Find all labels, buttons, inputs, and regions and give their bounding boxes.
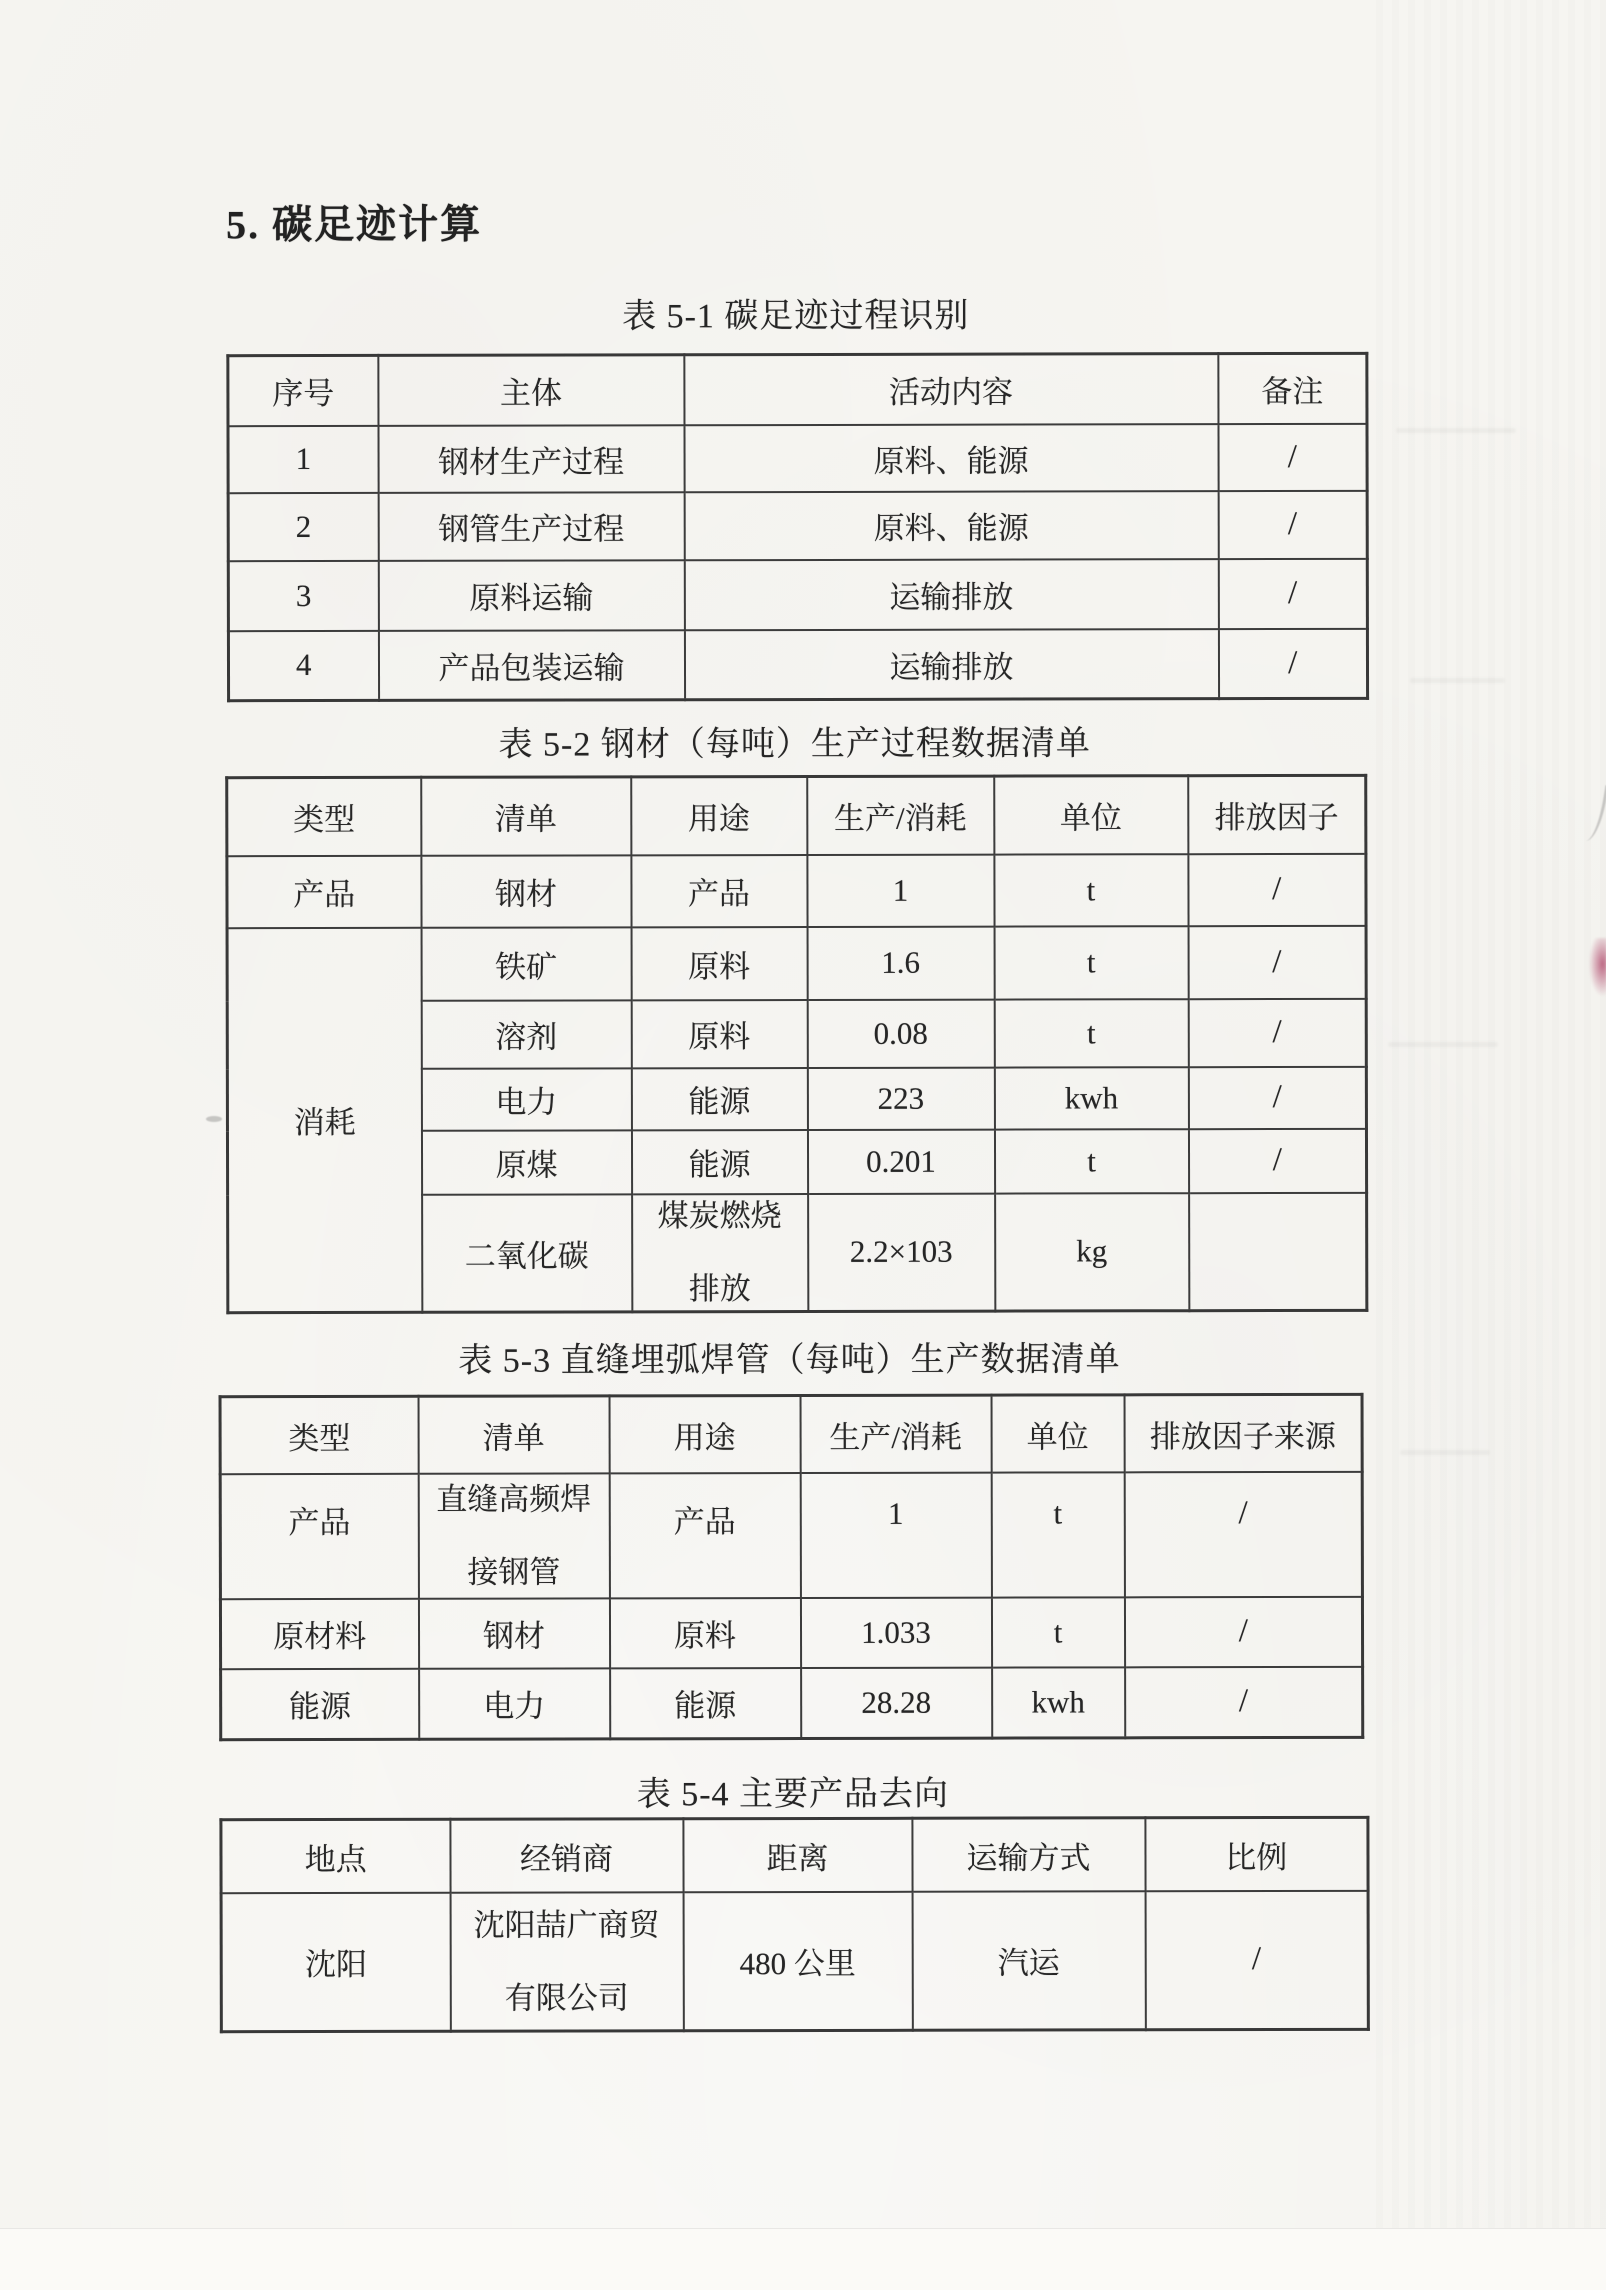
table-cell: 原煤 [421,1130,631,1194]
table-cell: 3 [228,560,378,630]
table-cell: 能源 [610,1668,801,1739]
scan-edge-band [0,2228,1606,2290]
column-header: 类型 [220,1396,418,1473]
table-cell: 原料 [631,926,807,999]
column-header: 清单 [421,777,631,855]
scan-smudge [1388,1042,1498,1047]
table-cell: t [994,926,1188,999]
cell-line: 直缝高频焊 [436,1481,592,1517]
table-row [227,853,1366,927]
table-cell: / [1145,1890,1368,2029]
table-cell: 产品 [609,1473,800,1598]
two-line-cell [451,1907,682,2016]
table-cell [632,1193,808,1311]
table-row [228,490,1367,560]
table-cell: 钢材生产过程 [378,425,684,493]
table-cell: 原料 [631,999,807,1067]
column-header: 生产/消耗 [800,1395,991,1472]
column-header: 地点 [221,1819,450,1892]
table-cell: / [1218,628,1367,698]
table-cell [418,1473,609,1598]
two-line-cell [633,1198,807,1307]
column-header: 距离 [683,1818,912,1891]
table-row [220,1471,1362,1598]
table-cell: t [994,999,1188,1067]
table-cell: 铁矿 [421,927,631,1000]
table-cell: 电力 [421,1068,631,1130]
cell-line: 有限公司 [504,1980,629,2016]
cell-line: 煤炭燃烧 [657,1198,782,1234]
column-header: 清单 [418,1396,609,1473]
table-cell: 电力 [419,1668,610,1739]
table-cell: 原料 [609,1598,800,1668]
table-row [220,1596,1362,1668]
table-5-3-pipe-data [219,1393,1365,1741]
table-header-row [220,1394,1362,1473]
table-cell: 1.6 [807,926,994,999]
column-header: 经销商 [450,1819,683,1892]
table-row [221,1890,1368,2031]
table4-caption: 表 5-4 主要产品去向 [636,1775,950,1814]
table-cell: t [991,1597,1124,1667]
table-cell: 480 公里 [683,1891,912,2030]
column-header: 单位 [991,1395,1124,1472]
table-cell: / [1218,490,1367,558]
table-cell: 能源 [631,1129,807,1193]
table-cell: / [1188,998,1366,1066]
table-row [228,558,1367,630]
table-cell: 沈阳 [221,1892,450,2031]
table-cell: 钢管生产过程 [378,492,684,561]
pencil-mark [206,1116,222,1122]
column-header: 备注 [1218,353,1367,423]
column-header: 用途 [609,1396,800,1473]
table-cell: t [994,1129,1188,1193]
table-cell: 4 [228,630,378,700]
red-ink-smudge [1589,938,1606,996]
table-cell: 0.201 [807,1129,994,1193]
table-cell: kwh [994,1067,1188,1129]
table-cell: 运输排放 [684,559,1218,630]
table-cell: / [1188,853,1366,925]
table-cell: 运输排放 [684,629,1218,700]
column-header: 用途 [631,776,807,854]
merged-type-cell: 消耗 [227,927,422,1312]
table1-caption: 表 5-1 碳足迹过程识别 [622,297,970,336]
table-header-row [227,775,1366,855]
column-header: 运输方式 [912,1818,1145,1891]
cell-line: 接钢管 [467,1554,561,1590]
cell-line: 沈阳喆广商贸 [473,1907,660,1943]
table2-caption: 表 5-2 钢材（每吨）生产过程数据清单 [498,725,1091,764]
table-cell: 1 [800,1472,991,1597]
table-row [228,628,1367,700]
table-cell [450,1892,683,2031]
table-cell: 原料运输 [378,560,684,631]
table-cell: / [1124,1471,1362,1596]
column-header: 序号 [228,355,378,425]
table-cell: 产品 [631,854,807,926]
table-row [227,925,1366,1000]
table-cell: 钢材 [421,855,631,927]
table-cell: 原材料 [220,1598,418,1668]
table-cell: / [1188,925,1366,998]
table-cell: / [1218,558,1367,628]
table-cell: 二氧化碳 [422,1194,632,1312]
table-cell: 汽运 [912,1891,1145,2030]
column-header: 排放因子来源 [1124,1394,1362,1471]
column-header: 生产/消耗 [807,776,994,854]
table-cell: 原料、能源 [684,424,1218,492]
table-cell: / [1125,1666,1363,1737]
table-cell: 原料、能源 [684,491,1218,560]
column-header: 排放因子 [1188,775,1366,853]
two-line-cell [419,1481,608,1590]
table-5-4-product-destination [219,1816,1369,2033]
table-cell: 0.08 [807,999,994,1067]
table-cell: / [1218,423,1367,490]
table-cell: 产品 [220,1473,418,1598]
column-header: 比例 [1145,1817,1368,1890]
table-cell: 223 [807,1067,994,1129]
scan-smudge [1410,678,1505,683]
table-header-row [228,353,1367,425]
table-row [221,1666,1363,1739]
table3-caption: 表 5-3 直缝埋弧焊管（每吨）生产数据清单 [458,1341,1121,1380]
section-title: 5. 碳足迹计算 [226,201,483,248]
scan-smudge [1400,1450,1490,1455]
table-cell: kg [995,1193,1189,1311]
table-cell: 1 [807,854,994,926]
table-cell: t [991,1472,1124,1597]
table-row [228,423,1367,492]
column-header: 单位 [994,776,1188,854]
table-cell: kwh [992,1667,1125,1738]
table-cell: 1.033 [800,1597,991,1667]
table-cell: 能源 [631,1067,807,1129]
table-cell: 28.28 [801,1667,992,1738]
table-header-row [221,1817,1368,1892]
column-header: 类型 [227,777,421,855]
table-cell: t [994,854,1188,926]
scan-smudge [1396,428,1516,433]
table-cell: 产品包装运输 [378,630,684,701]
table-cell: 1 [228,425,378,492]
table-cell [1189,1192,1367,1310]
table-cell: 2 [228,492,378,560]
table-cell: 溶剂 [421,1000,631,1068]
column-header: 主体 [378,355,684,426]
table-cell: / [1124,1596,1362,1666]
table-cell: / [1188,1066,1366,1128]
column-header: 活动内容 [684,354,1218,425]
table-cell: 产品 [227,855,421,927]
table-cell: / [1188,1128,1366,1192]
table-cell: 2.2×103 [808,1193,995,1311]
table-cell: 钢材 [418,1598,609,1668]
cell-line: 排放 [688,1271,751,1307]
table-5-2-steel-data [225,774,1368,1314]
table-cell: 能源 [221,1668,419,1739]
table-5-1-process-identification [226,352,1369,702]
